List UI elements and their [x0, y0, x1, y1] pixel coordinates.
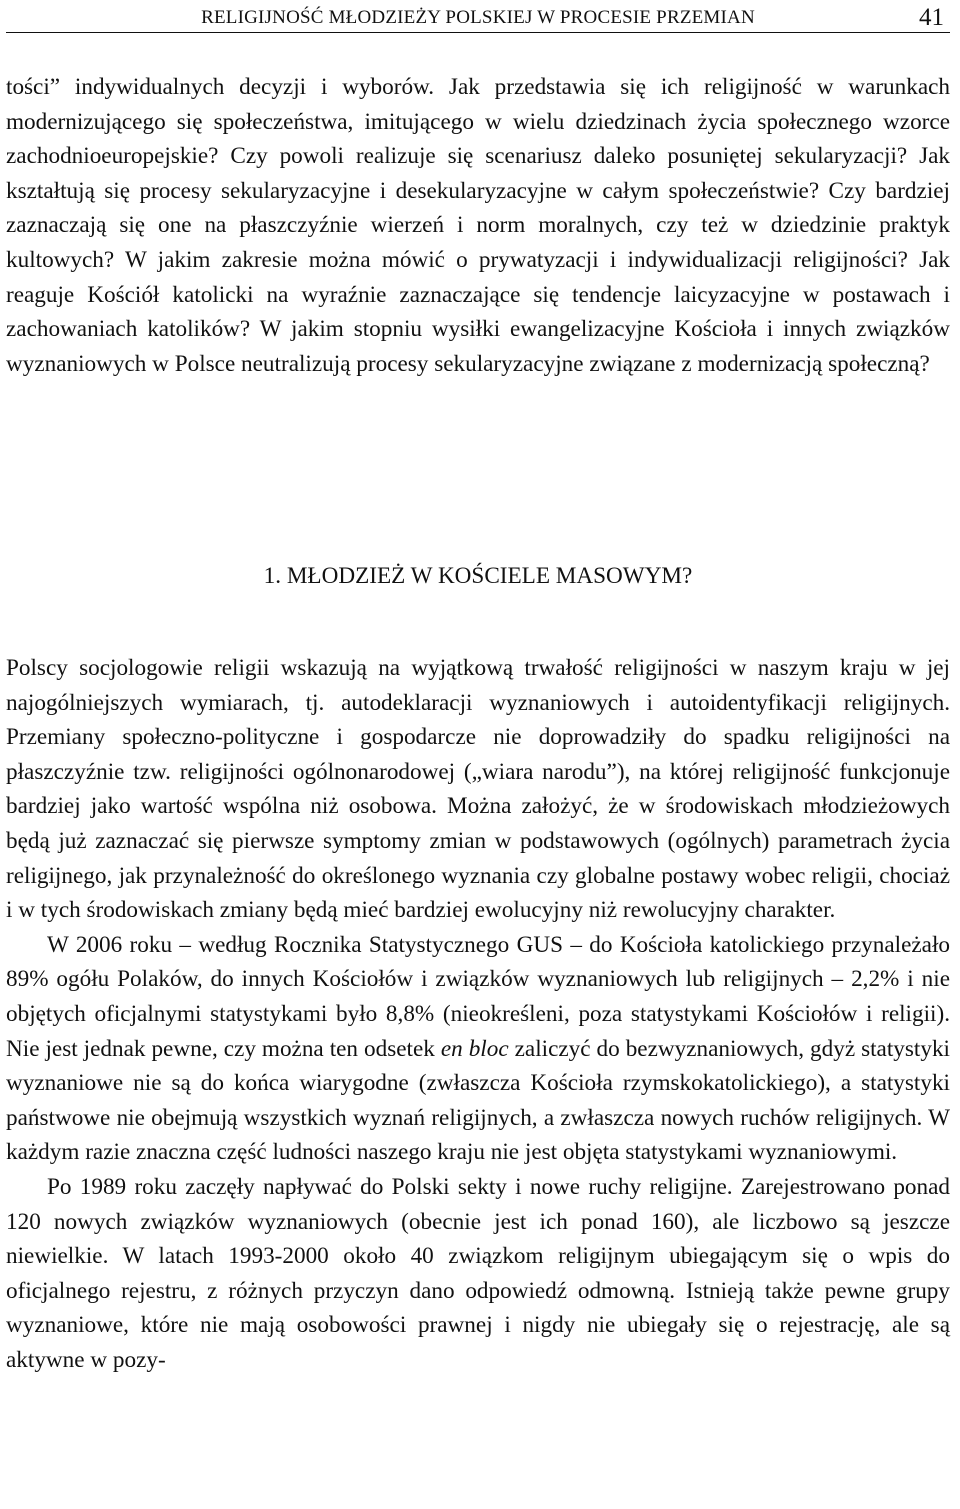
page-number: 41: [919, 4, 944, 31]
emphasized-phrase: en bloc: [440, 1035, 509, 1062]
paragraph-text-segment: W 2006 roku – według Rocznika Statystycznego GUS – do Kościoła katolickiego przynależało 89% ogółu Polaków, do innych Kościołów i związków wyznaniowych lub religijnych – 2,2% i nie objętych oficjalnymi statystykami było 8,8% (nieokreśleni, poza statystykami Kościołów i religii). Nie jest jednak pewne, czy można ten odsetek: [6, 931, 950, 1062]
paragraph-new-religious-movements: Po 1989 roku zaczęły napływać do Polski sekty i nowe ruchy religijne. Zarejestrowano ponad 120 nowych związków wyznaniowych (obecnie jest ich ponad 160), ale liczbowo są jeszcze niewielkie. W latach 1993-2000 około 40 związkom religijnym ubiegającym się o wpis do oficjalnego rejestru, z różnych przyczyn dano odpowiedź odmowną. Istnieją także pewne grupy wyznaniowe, które nie mają osobowości prawnej i nigdy nie ubiegały się o rejestrację, ale są aktywne w pozy-: [6, 1173, 950, 1373]
book-page: [6, 0, 950, 1509]
running-header: [6, 4, 950, 33]
intro-paragraph: tości” indywidualnych decyzji i wyborów. Jak przedstawia się ich religijność w warunkach modernizującego się społeczeństwa, imitującego w wielu dziedzinach życia społecznego wzorce zachodnioeuropejskie? Czy powoli realizuje się scenariusz daleko posuniętej sekularyzacji? Jak kształtują się procesy sekularyzacyjne i desekularyzacyjne w całym społeczeństwie? Czy bardziej zaznaczają się one na płaszczyźnie wierzeń i norm moralnych, czy też w dziedzinie praktyk kultowych? W jakim zakresie można mówić o prywatyzacji i indywidualizacji religijności? Jak reaguje Kościół katolicki na wyraźnie zaznaczające się tendencje laicyzacyjne w postawach i zachowaniach katolików? W jakim stopniu wysiłki ewangelizacyjne Kościoła i innych związków wyznaniowych w Polsce neutralizują procesy sekularyzacyjne związane z modernizacją społeczną?: [6, 74, 950, 377]
section-body: [6, 651, 950, 1377]
section-heading: 1. MŁODZIEŻ W KOŚCIELE MASOWYM?: [263, 563, 693, 589]
paragraph-religious-persistence: Polscy socjologowie religii wskazują na wyjątkową trwałość religijności w naszym kraju w jej najogólniejszych wymiarach, tj. autodeklaracji wyznaniowych i autoidentyfikacji religijnych. Przemiany społeczno-polityczne i gospodarcze nie doprowadziły do spadku religijności na płaszczyźnie tzw. religijności ogólnonarodowej („wiara narodu”), na której religijność funkcjonuje bardziej jako wartość wspólna niż osobowa. Można założyć, że w środowiskach młodzieżowych będą już zaznaczać się pierwsze symptomy zmian w podstawowych (ogólnych) parametrach życia religijnego, jak przynależność do określonego wyznania czy globalne postawy wobec religii, chociaż i w tych środowiskach zmiany będą mieć bardziej ewolucyjny niż rewolucyjny charakter.: [6, 655, 950, 924]
intro-text-block: [6, 70, 950, 381]
paragraph-text-segment: zaliczyć do bezwyznaniowych, gdyż statystyki wyznaniowe nie są do końca wiarygodne (zwłaszcza Kościoła rzymskokatolickiego), a statystyki państwowe nie obejmują wszystkich wyznań religijnych, a zwłaszcza nowych ruchów religijnych. W każdym razie znaczna część ludności naszego kraju nie jest objęta statystykami wyznaniowymi.: [6, 1035, 950, 1166]
paragraph-gus-statistics: [6, 928, 950, 1170]
running-title: RELIGIJNOŚĆ MŁODZIEŻY POLSKIEJ W PROCESIE PRZEMIAN: [201, 7, 755, 28]
